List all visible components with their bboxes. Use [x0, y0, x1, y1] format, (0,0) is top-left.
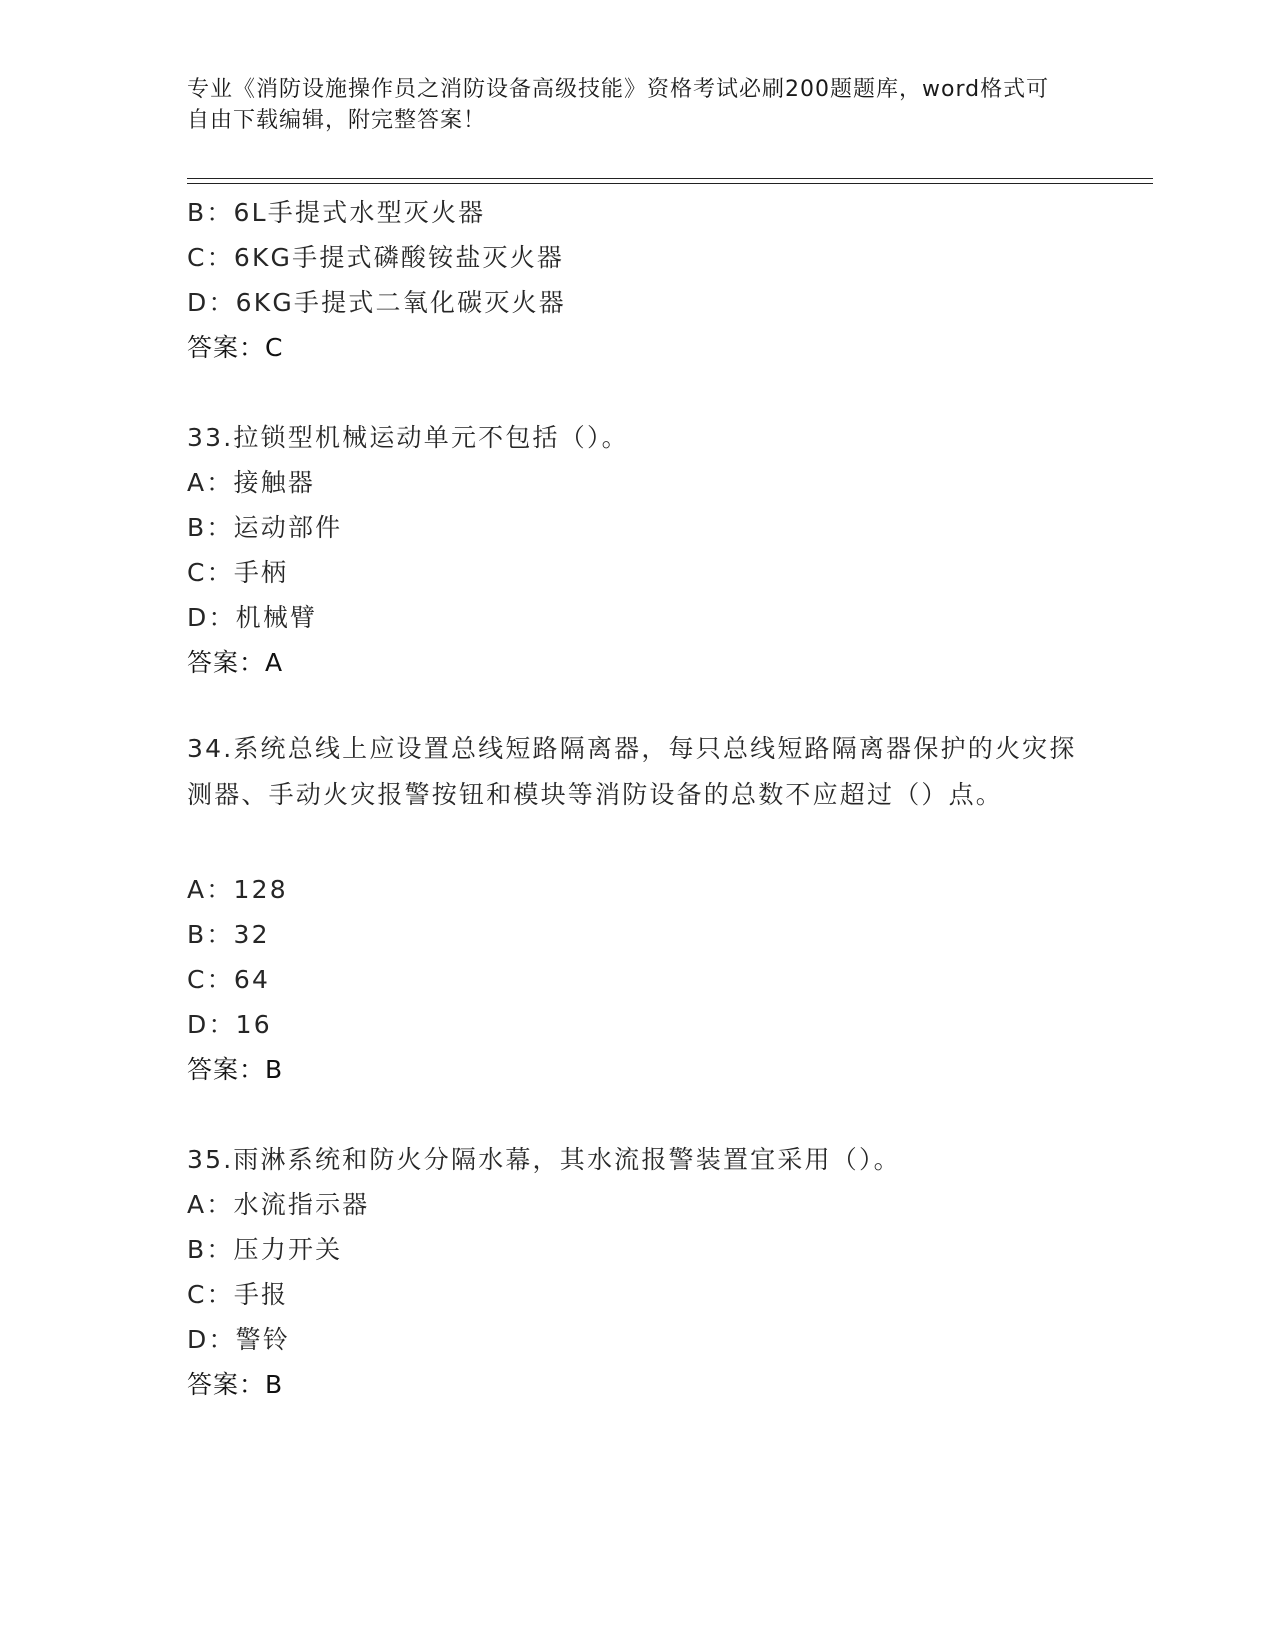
header-divider-bottom — [187, 183, 1153, 184]
q33-option-a: A：接触器 — [187, 468, 316, 497]
q33-option-c: C：手柄 — [187, 558, 289, 587]
q32-answer: 答案：C — [187, 333, 284, 362]
q33-option-b: B：运动部件 — [187, 513, 343, 542]
q34-option-d: D：16 — [187, 1010, 272, 1039]
q35-option-d: D：警铃 — [187, 1325, 291, 1354]
q33-question: 33.拉锁型机械运动单元不包括（）。 — [187, 423, 629, 452]
q34-option-c: C：64 — [187, 965, 271, 994]
q35-answer: 答案：B — [187, 1370, 284, 1399]
header-divider-top — [187, 178, 1153, 179]
q35-option-c: C：手报 — [187, 1280, 289, 1309]
q33-answer: 答案：A — [187, 648, 284, 677]
q34-answer: 答案：B — [187, 1055, 284, 1084]
q32-option-c: C：6KG手提式磷酸铵盐灭火器 — [187, 243, 565, 272]
q35-question: 35.雨淋系统和防火分隔水幕，其水流报警装置宜采用（）。 — [187, 1145, 901, 1174]
q34-option-b: B：32 — [187, 920, 270, 949]
q32-option-d: D：6KG手提式二氧化碳灭火器 — [187, 288, 566, 317]
q35-option-b: B：压力开关 — [187, 1235, 343, 1264]
q33-option-d: D：机械臂 — [187, 603, 318, 632]
q34-option-a: A：128 — [187, 875, 288, 904]
q32-option-b: B：6L手提式水型灭火器 — [187, 198, 486, 227]
document-header: 专业《消防设施操作员之消防设备高级技能》资格考试必刷200题题库，word格式可自由下载编辑，附完整答案！ — [187, 77, 1050, 133]
q34-question: 34.系统总线上应设置总线短路隔离器，每只总线短路隔离器保护的火灾探测器、手动火灾报警按钮和模块等消防设备的总数不应超过（）点。 — [187, 734, 1077, 809]
q35-option-a: A：水流指示器 — [187, 1190, 370, 1219]
